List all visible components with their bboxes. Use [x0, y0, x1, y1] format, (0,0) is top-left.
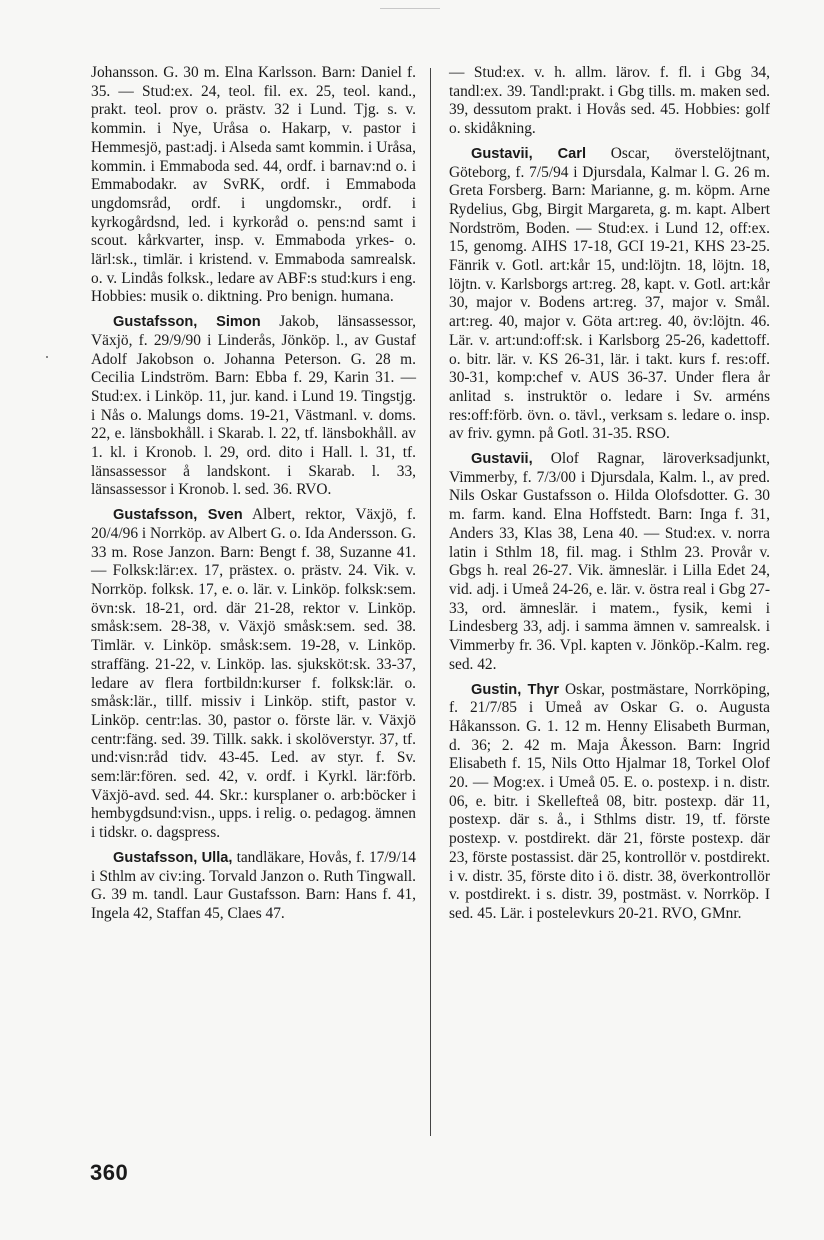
entry-text: Albert, rektor, Växjö, f. 20/4/96 i Norrköp. av Albert G. o. Ida Andersson. G. 33 m. Rose Janzon. Barn: Bengt f. 38, Suzanne 41. — Folksk:lär:ex. 17, prästex. o. prästv. 24. Vik. v. Norrköp. folksk. 17, e. o. lär. v. Linköp. folksk:sem. övn:sk. 18-21, ord. där 21-28, rektor v. Linköp. småsk:sem. 28-38, v. Växjö småsk:sem. sed. 38. Timlär. v. Linköp. småsk:sem. 19-28, v. Linköp. straffäng. 21-22, v. Linköp. las. sjuksköt:sk. 33-37, ledare av flera fortbildn:kurser f. folksk:lär. o. småsk:lär., tillf. missiv i Linköp. stift, pastor v. Linköp. centr:las. 30, pastor o. förste lär. v. Växjö centr:fäng. sed. 39. Tillk. sakk. i skolöverstyr. 37, tf. und:visn:råd tidv. 43-45. Led. av styr. f. Sv. sem:lär:fören. sed. 42, v. ordf. i Kyrkl. lär:förb. Växjö-avd. sed. 44. Skr.: kursplaner o. arb:böcker i hembygdsund:visn., upps. i relig. o. pedagog. ämnen i tidskr. o. dagspress.: [91, 506, 416, 842]
page-number: 360: [90, 1160, 129, 1185]
entry-name: Gustafsson, Simon: [113, 314, 261, 331]
entry-text: tandläkare, Hovås, f. 17/9/14 i Sthlm av civ:ing. Torvald Janzon o. Ruth Tingwall. G. 39 m. tandl. Laur Gustafsson. Barn: Hans f. 41, Ingela 42, Staffan 45, Claes 47.: [91, 848, 416, 922]
column-divider: [430, 68, 431, 1136]
margin-speck: [46, 356, 48, 358]
left-column: [91, 64, 416, 924]
entry-gustafsson-sven: [91, 506, 416, 843]
entry-text: Oscar, överstelöjtnant, Göteborg, f. 7/5/94 i Djursdala, Kalmar l. G. 26 m. Greta Forsberg. Barn: Marianne, g. m. köpm. Arne Rydelius, Gbg, Birgit Margareta, g. m. kapt. Albert Nordström, Boden. — Stud:ex. i Lund 12, off:ex. 15, genomg. AIHS 17-18, GCI 19-21, KHS 23-25. Fänrik v. Gotl. art:kår 15, und:löjtn. 18, löjtn. 18, löjtn. v. Karlsborgs art:reg. 28, kapt. v. Gotl. art:kår 30, major v. Bodens art:reg. 37, major v. Smål. art:reg. 40, major v. Göta art:reg. 40, öv:löjtn. 46. Lär. v. art:und:off:sk. i Karlsborg 25-26, kadettoff. o. bitr. lär. v. KS 26-31, lär. i takt. kurs f. res:off. 30-31, komp:chef v. AUS 36-37. Under flera år anlitad s. instruktör o. ledare i Sv. arméns res:off:förb. övn. o. tävl., verksam s. ledare o. insp. av friv. gymn. på Gotl. 31-35. RSO.: [449, 144, 770, 443]
entry-text: Olof Ragnar, läroverksadjunkt, Vimmerby, f. 7/3/00 i Djursdala, Kalm. l., av pred. Nils Oskar Gustafsson o. Hilda Olofsdotter. G. 30 m. farm. kand. Elna Hoffstedt. Barn: Inga f. 31, Anders 33, Klas 38, Lena 40. — Stud:ex. v. norra latin i Sthlm 18, fil. mag. i Sthlm 23. Provår v. Gbgs h. real 26-27. Vik. ämneslär. i Lilla Edet 24, vid. adj. i Umeå 24-26, e. lär. v. östra real i Gbg 27-33, ord. ämneslär. i matem., fysik, kemi i Lindesberg 33, adj. i samma ämnen v. samrealsk. i Vimmerby fr. 36. Vpl. kapten v. Jönköp.-Kalm. reg. sed. 42.: [449, 450, 770, 673]
right-column: [449, 64, 770, 924]
entry-name: Gustafsson, Sven: [113, 507, 243, 524]
entry-text: Oskar, postmästare, Norrköping, f. 21/7/85 i Umeå av Oskar G. o. Augusta Håkansson. G. 1. 12 m. Henny Elisabeth Burman, d. 36; 2. 42 m. Maja Åkesson. Barn: Ingrid Elisabeth f. 15, Nils Otto Hjalmar 18, Torkel Olof 20. — Mog:ex. i Umeå 05. E. o. postexp. i n. distr. 06, e. bitr. i Skellefteå 08, bitr. postexp. där 11, postexp. där s. å., i Sthlms distr. 19, tf. förste postexp. v. postdirekt. där 21, förste postexp. där 23, förste postassist. där 25, kontrollör v. postdirekt. i v. distr. 35, förste dito i ö. distr. 38, överkontrollör v. postdirekt. i s. distr. 39, postmäst. v. Norrköp. I sed. 45. Lär. i postelevkurs 20-21. RVO, GMnr.: [449, 680, 770, 922]
entry-name: Gustavii,: [471, 451, 533, 468]
entry-name: Gustavii, Carl: [471, 145, 587, 162]
entry-gustin-thyr: [449, 681, 770, 924]
entry-continuation: [91, 64, 416, 307]
entry-gustavii-carl: [449, 145, 770, 444]
entry-gustavii-olof: [449, 450, 770, 674]
entry-text: Jakob, länsassessor, Växjö, f. 29/9/90 i Linderås, Jönköp. l., av Gustaf Adolf Jakobson o. Johanna Peterson. G. 28 m. Cecilia Lindström. Barn: Ebba f. 29, Karin 31. — Stud:ex. i Linköp. 11, jur. kand. i Lund 19. Tingstjg. i Nås o. Malungs doms. 19-21, Västmanl. v. doms. 22, e. länsbokhåll. i Skarab. l. 22, tf. länsbokhåll. av 1. kl. i Kronob. l. 29, ord. dito i Hall. l. 31, tf. länsassessor å landskont. i Skarab. l. 33, länsassessor i Kronob. l. sed. 36. RVO.: [91, 313, 416, 499]
entry-gustafsson-simon: [91, 313, 416, 500]
top-edge-mark: [380, 8, 440, 9]
entry-text: — Stud:ex. v. h. allm. lärov. f. fl. i Gbg 34, tandl:ex. 39. Tandl:prakt. i Gbg tills. m. maken sed. 39, dessutom prakt. i Hovås sed. 45. Hobbies: golf o. skidåkning.: [449, 64, 770, 138]
entry-text: Johansson. G. 30 m. Elna Karlsson. Barn: Daniel f. 35. — Stud:ex. 24, teol. fil. ex. 25, teol. kand., prakt. teol. prov o. prästv. 32 i Lund. Tjg. s. v. kommin. i Nye, Uråsa o. Hakarp, v. pastor i Hemmesjö, past:adj. i Alseda samt kommin. i Uråsa, kommin. i Emmaboda sed. 44, ordf. i barnav:nd o. i Emmabodakr. av SvRK, ordf. i Emmaboda ungdomsråd, ordf. i ungdomskr., ordf. i kyrkogårdsnd, led. i kyrkoråd o. pens:nd samt i scout. kårkvarter, insp. v. Emmaboda yrkes- o. lärl:sk., timlär. i kristend. v. Emmaboda samrealsk. o. v. Lindås folksk., ledare av ABF:s stud:kurs i eng. Hobbies: musik o. diktning. Pro benign. humana.: [91, 64, 416, 306]
entry-continuation: [449, 64, 770, 139]
entry-gustafsson-ulla: [91, 849, 416, 924]
entry-name: Gustin, Thyr: [471, 681, 560, 698]
entry-name: Gustafsson, Ulla,: [113, 849, 233, 866]
